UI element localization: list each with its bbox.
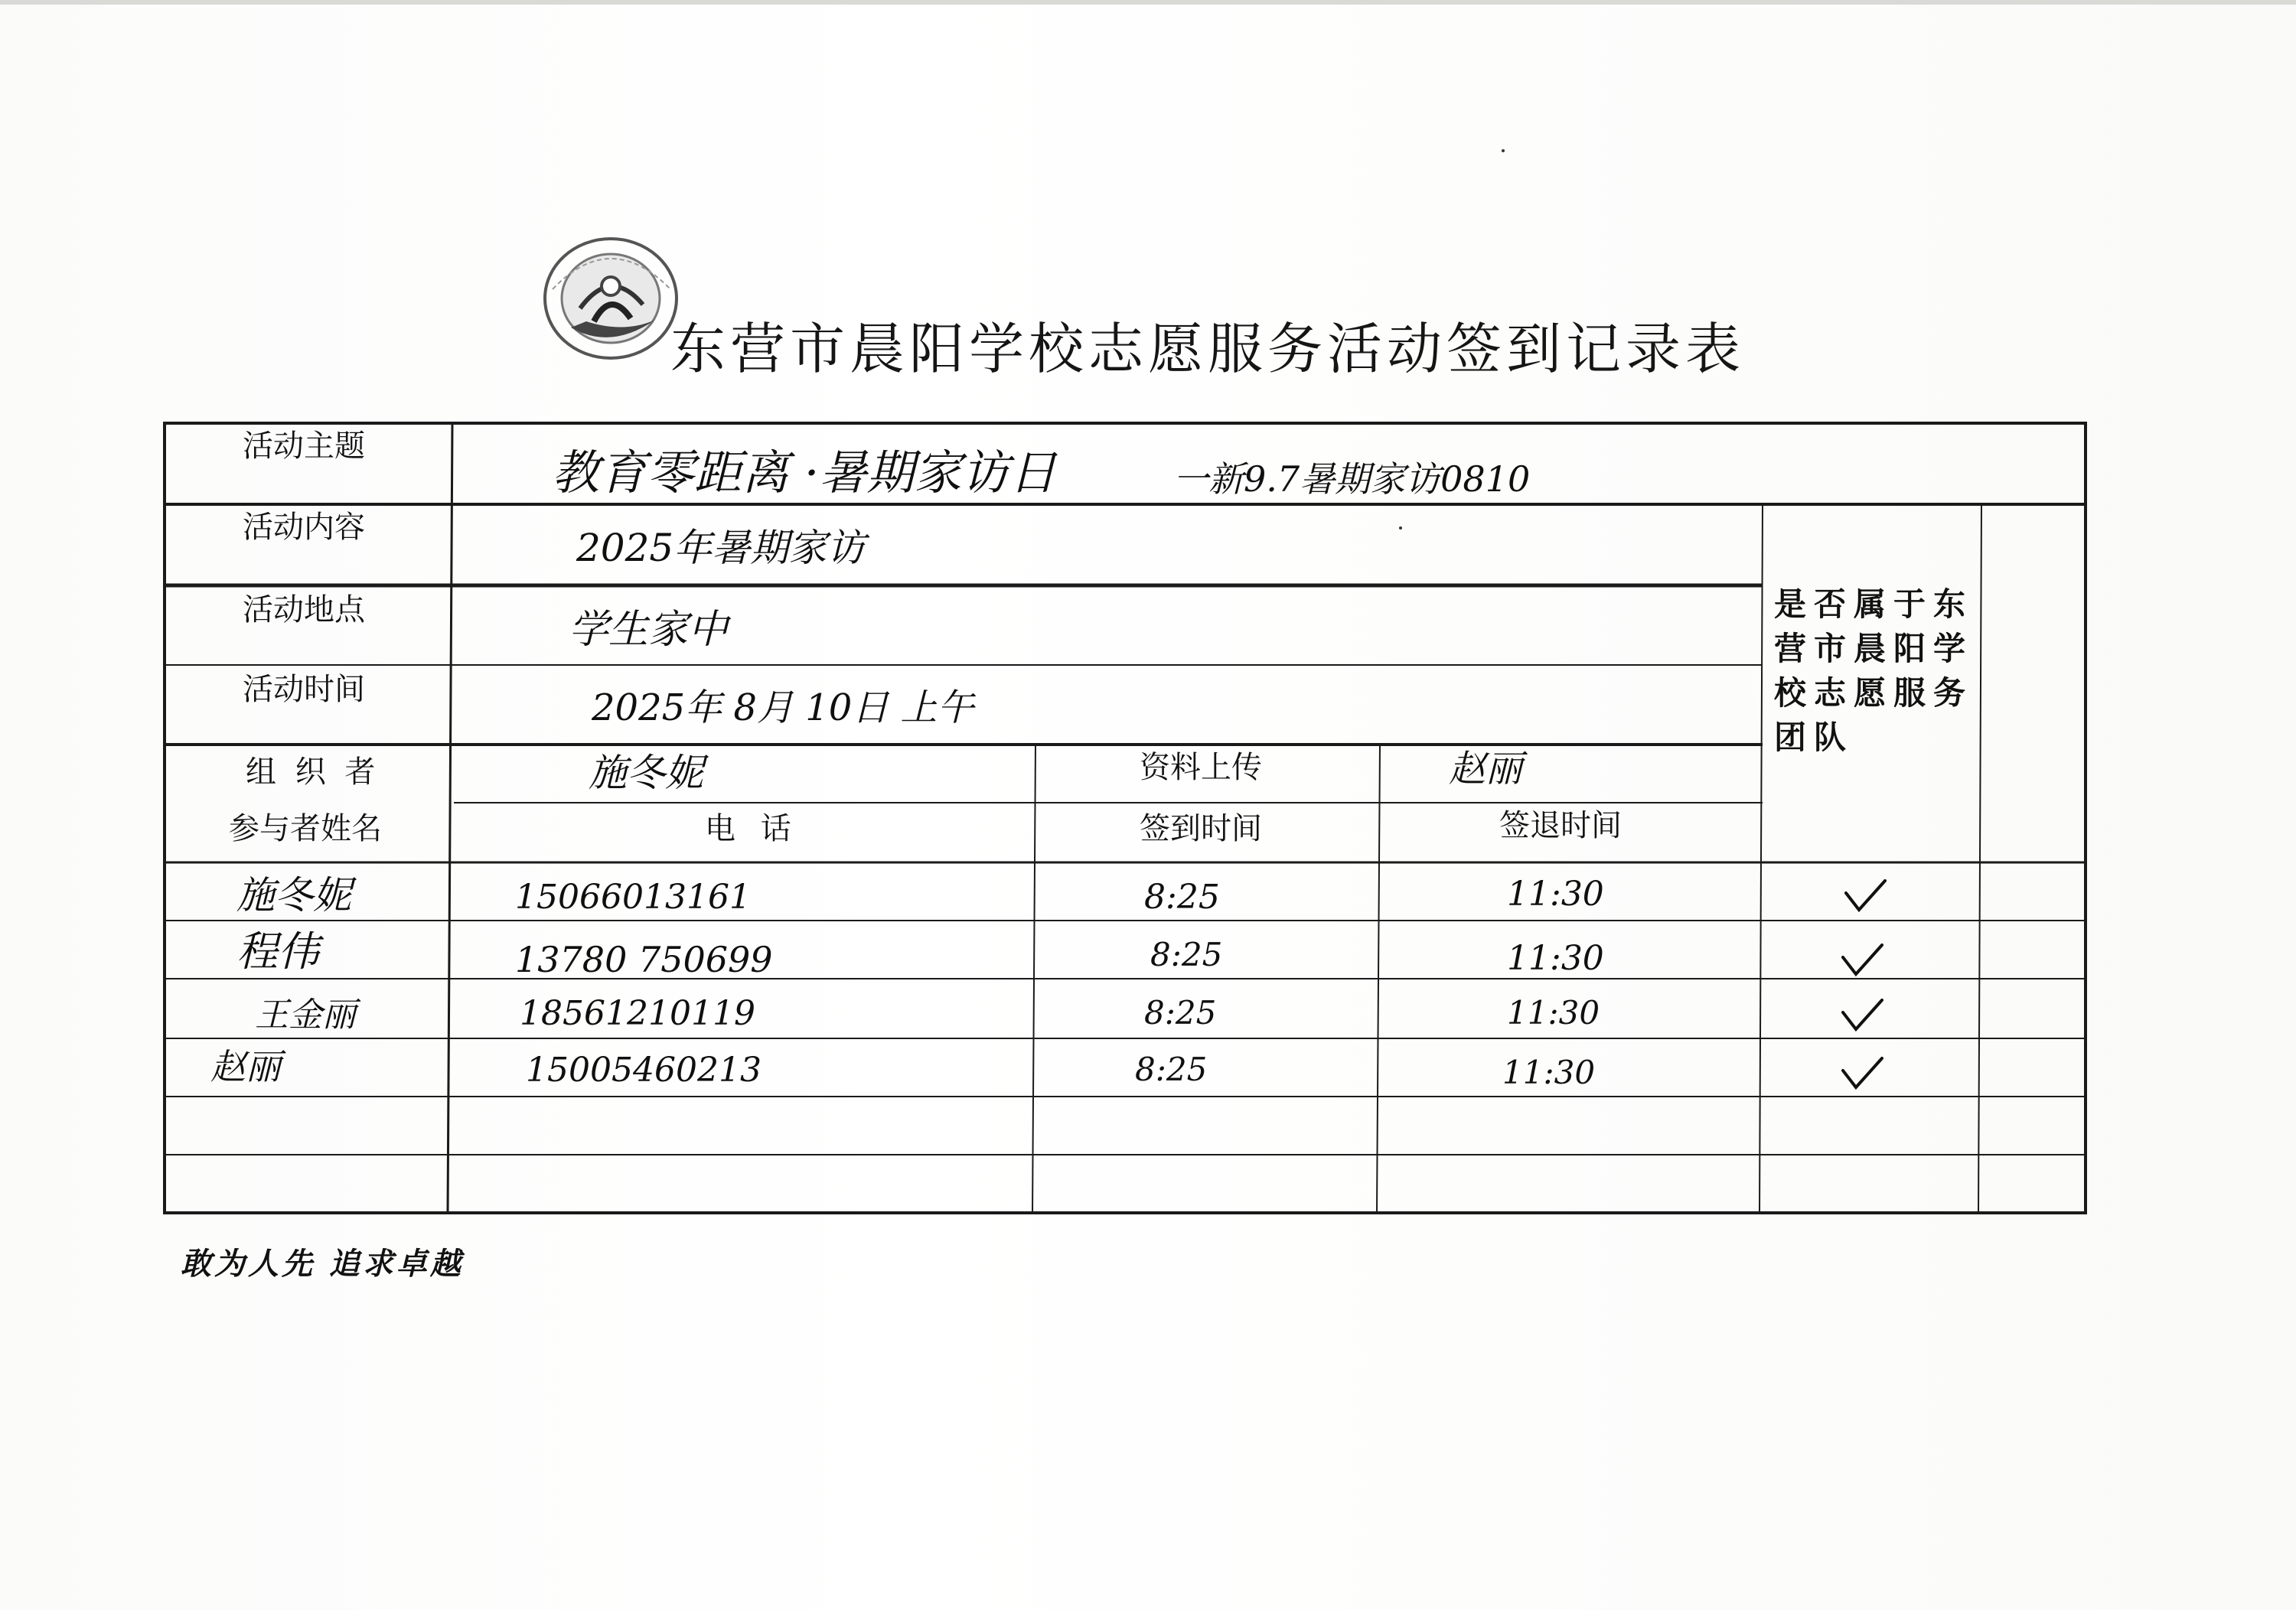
label-content: 活动内容 xyxy=(243,510,365,545)
paper-top-edge xyxy=(0,0,2296,5)
participant-signout: 11:30 xyxy=(1502,1054,1596,1091)
participant-name: 施冬妮 xyxy=(236,873,351,917)
label-signout-time: 签退时间 xyxy=(1499,808,1622,843)
label-participant-name: 参与者姓名 xyxy=(229,811,382,846)
school-logo-icon xyxy=(540,236,683,361)
value-content: 2025年暑期家访 xyxy=(576,526,866,570)
participant-signout: 11:30 xyxy=(1507,875,1604,914)
participant-phone: 15066013161 xyxy=(515,878,751,917)
participant-signin: 8:25 xyxy=(1150,936,1223,973)
value-theme: 教育零距离 ·暑期家访日 xyxy=(552,445,1057,500)
checkmark-icon xyxy=(1844,878,1887,913)
value-location: 学生家中 xyxy=(569,607,729,653)
label-theme: 活动主题 xyxy=(243,429,365,464)
document-title: 东营市晨阳学校志愿服务活动签到记录表 xyxy=(670,317,1746,381)
checkmark-icon xyxy=(1841,1055,1883,1090)
checkmark-icon xyxy=(1841,997,1883,1032)
participant-name: 王金丽 xyxy=(255,996,356,1035)
scan-speck xyxy=(1502,149,1505,152)
value-upload: 赵丽 xyxy=(1449,748,1523,790)
label-signin-time: 签到时间 xyxy=(1140,811,1262,846)
label-phone: 电 话 xyxy=(705,811,799,846)
sign-in-table xyxy=(163,422,2087,1214)
label-team-question: 是否属于东营市晨阳学校志愿服务团队 xyxy=(1774,585,1974,756)
participant-signout: 11:30 xyxy=(1507,994,1600,1032)
participant-signout: 11:30 xyxy=(1507,939,1604,978)
label-upload: 资料上传 xyxy=(1140,750,1262,785)
participant-signin: 8:25 xyxy=(1135,1051,1208,1088)
checkmark-icon xyxy=(1841,942,1883,977)
table-grid-lines xyxy=(163,422,2087,1214)
participant-phone: 18561210119 xyxy=(520,994,755,1033)
participant-phone: 13780 750699 xyxy=(515,939,773,980)
label-time: 活动时间 xyxy=(243,672,365,707)
participant-phone: 15005460213 xyxy=(526,1051,762,1090)
value-theme-note: 一新9.7暑期家访0810 xyxy=(1173,458,1531,500)
participant-name: 程伟 xyxy=(236,927,319,976)
participant-signin: 8:25 xyxy=(1144,994,1217,1032)
participant-signin: 8:25 xyxy=(1144,878,1220,917)
label-organizer: 组 织 者 xyxy=(246,754,380,790)
value-organizer: 施冬妮 xyxy=(589,751,703,795)
label-location: 活动地点 xyxy=(243,592,365,627)
value-time: 2025年 8月 10日 上午 xyxy=(592,686,974,729)
participant-name: 赵丽 xyxy=(210,1046,281,1087)
school-motto: 敢为人先 追求卓越 xyxy=(181,1246,464,1282)
